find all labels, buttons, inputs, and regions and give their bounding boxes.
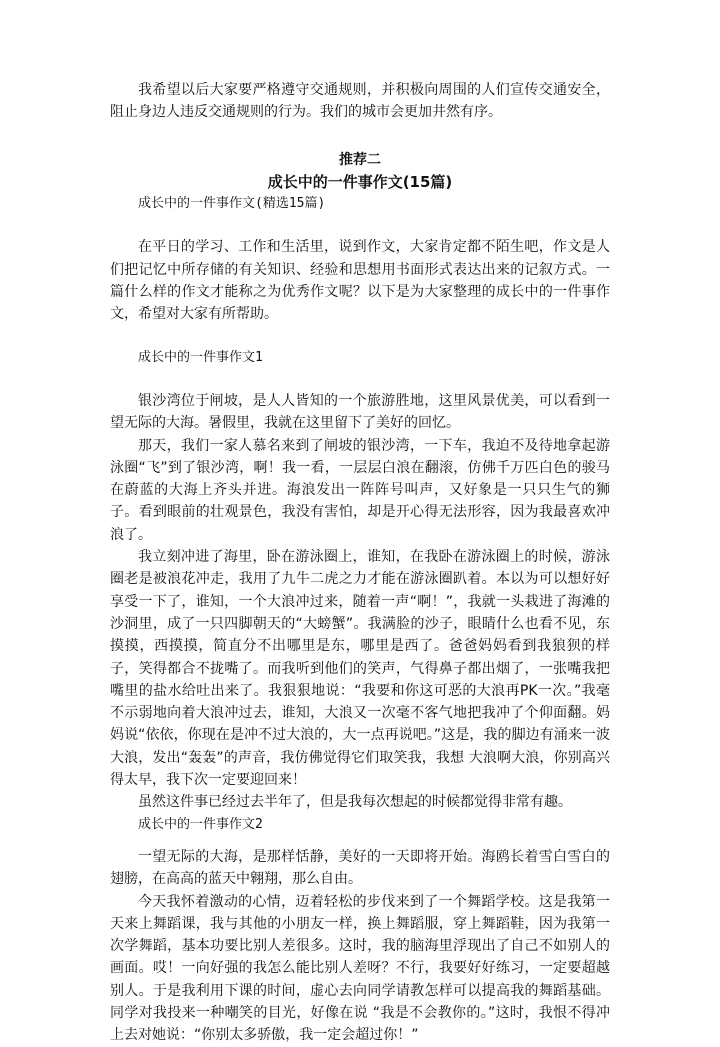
essay-2-paragraph-1: 一望无际的大海，是那样恬静，美好的一天即将开始。海鸥长着雪白雪白的翅膀，在高高的蓝天中翱翔，那么自由。: [110, 848, 610, 888]
preface-paragraph: 在平日的学习、工作和生活里，说到作文，大家肯定都不陌生吧，作文是人们把记忆中所存储的有关知识、经验和思想用书面形式表达出来的记叙方式。一篇什么样的作文才能称之为优秀作文呢？以下是为大家整理的成长中的一件事作文，希望对大家有所帮助。: [110, 239, 610, 323]
intro-paragraph: 我希望以后大家要严格遵守交通规则，并积极向周围的人们宣传交通安全，阻止身边人违反交通规则的行为。我们的城市会更加井然有序。: [110, 82, 610, 121]
essay-1-paragraph-2: 那天，我们一家人慕名来到了闸坡的银沙湾，一下车，我迫不及待地拿起游泳圈“飞”到了银沙湾，啊！我一看，一层层白浪在翻滚，仿佛千万匹白色的骏马在蔚蓝的大海上齐头并进。海浪发出一阵阵号叫声，又好象是一只只生气的狮子。看到眼前的壮观景色，我没有害怕，却是开心得无法形容，因为我最喜欢冲浪了。: [110, 437, 610, 543]
essay-1-paragraph-3: 我立刻冲进了海里，卧在游泳圈上，谁知，在我卧在游泳圈上的时候，游泳圈老是被浪花冲走，我用了九牛二虎之力才能在游泳圈趴着。本以为可以想好好享受一下了，谁知，一个大浪冲过来，随着一声“啊！”，我就一头栽进了海滩的沙洞里，成了一只四脚朝天的“大螃蟹”。我满脸的沙子，眼睛什么也看不见，东摸摸，西摸摸，简直分不出哪里是东，哪里是西了。爸爸妈妈看到我狼狈的样子，笑得都合不拢嘴了。而我听到他们的笑声，气得鼻子都出烟了，一张嘴我把嘴里的盐水给吐出来了。我狠狠地说：“我要和你这可恶的大浪再PK一次。”我毫不示弱地向着大浪冲过去，谁知，大浪又一次毫不客气地把我冲了个仰面翻。妈妈说“依依，你现在是冲不过大浪的，大一点再说吧。”这是，我的脚边有涌来一波大浪，发出“轰轰”的声音，我仿佛觉得它们取笑我，我想 大浪啊大浪，你别高兴得太早，我下次一定要迎回来！: [110, 549, 610, 789]
section-title: 成长中的一件事作文(15篇): [267, 172, 453, 191]
section-label: 推荐二: [339, 151, 381, 168]
essay-1-paragraph-4: 虽然这件事已经过去半年了，但是我每次想起的时候都觉得非常有趣。: [138, 794, 572, 811]
essay-1-title: 成长中的一件事作文1: [138, 349, 263, 365]
document-subtitle: 成长中的一件事作文(精选15篇): [138, 196, 326, 212]
essay-2-title: 成长中的一件事作文2: [138, 816, 263, 832]
document-body: [110, 79, 610, 1047]
essay-2-paragraph-2: 今天我怀着激动的心情，迈着轻松的步伐来到了一个舞蹈学校。这是我第一天来上舞蹈课，我与其他的小朋友一样，换上舞蹈服，穿上舞蹈鞋，因为我第一次学舞蹈，基本功要比别人差很多。这时，我的脑海里浮现出了自己不如别人的画面。哎！一向好强的我怎么能比别人差呀？不行，我要好好练习，一定要超越别人。于是我利用下课的时间，虚心去向同学请教怎样可以提高我的舞蹈基础。同学对我投来一种嘲笑的目光，好像在说 “我是不会教你的。”这时，我恨不得冲上去对她说：“你别太多骄傲，我一定会超过你！”: [110, 893, 610, 1044]
essay-1-paragraph-1: 银沙湾位于闸坡，是人人皆知的一个旅游胜地，这里风景优美，可以看到一望无际的大海。暑假里，我就在这里留下了美好的回忆。: [110, 392, 610, 432]
